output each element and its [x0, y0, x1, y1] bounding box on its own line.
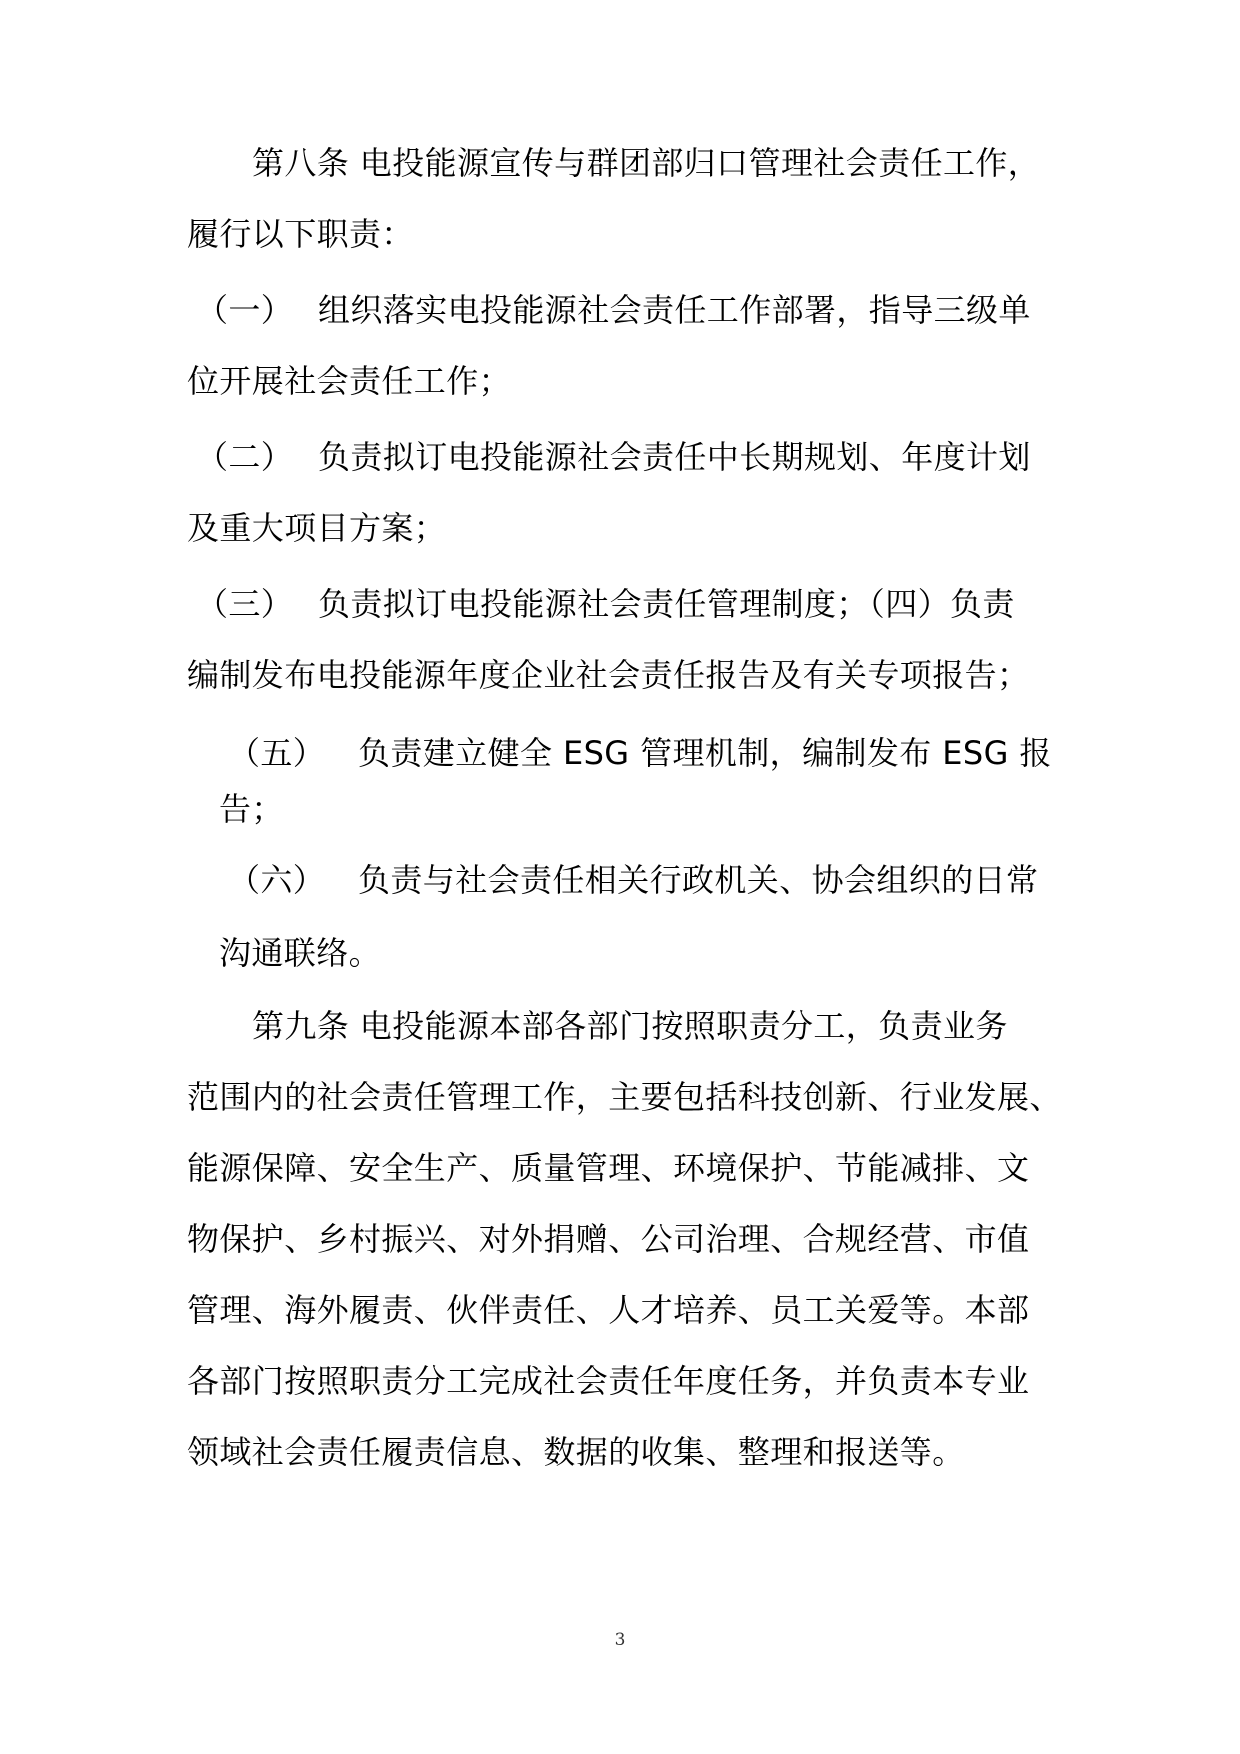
item-3-text: 负责拟订电投能源社会责任管理制度；（四）负责 [318, 585, 1015, 623]
item-6-text: 负责与社会责任相关行政机关、协会组织的日常 [358, 861, 1039, 899]
item-6-marker: （六） [228, 861, 326, 899]
article-9-line-2: 范围内的社会责任管理工作，主要包括科技创新、行业发展、 [187, 1078, 1062, 1116]
item-2-line [196, 437, 293, 477]
item-6-line-2: 沟通联络。 [219, 934, 382, 972]
article-8-heading-line: 第八条 电投能源宣传与群团部归口管理社会责任工作， [252, 144, 1041, 182]
item-1-text: 组织落实电投能源社会责任工作部署，指导三级单 [318, 291, 1031, 329]
item-1-line-2: 位开展社会责任工作； [187, 362, 512, 400]
item-5-line [228, 733, 325, 773]
item-6-line [228, 860, 325, 900]
item-2-marker: （二） [196, 438, 294, 476]
item-4-line-2: 编制发布电投能源年度企业社会责任报告及有关专项报告； [187, 656, 1030, 694]
article-9-line-7: 领域社会责任履责信息、数据的收集、整理和报送等。 [187, 1433, 965, 1471]
item-2-text: 负责拟订电投能源社会责任中长期规划、年度计划 [318, 438, 1031, 476]
item-5-line-2: 告； [219, 790, 284, 828]
article-8-line-2: 履行以下职责： [187, 215, 414, 253]
item-3-line [196, 584, 293, 624]
article-9-line-3: 能源保障、安全生产、质量管理、环境保护、节能减排、文 [187, 1149, 1030, 1187]
article-9-line-6: 各部门按照职责分工完成社会责任年度任务，并负责本专业 [187, 1362, 1030, 1400]
item-1-line [196, 290, 293, 330]
item-2-line-2: 及重大项目方案； [187, 509, 447, 547]
article-9-line-4: 物保护、乡村振兴、对外捐赠、公司治理、合规经营、市值 [187, 1220, 1030, 1258]
page-number: 3 [614, 1630, 626, 1650]
article-9-heading-line: 第九条 电投能源本部各部门按照职责分工，负责业务 [252, 1007, 1008, 1045]
item-3-marker: （三） [196, 585, 294, 623]
item-5-text: 负责建立健全 ESG 管理机制，编制发布 ESG 报 [358, 734, 1052, 772]
item-1-marker: （一） [196, 291, 294, 329]
item-5-marker: （五） [228, 734, 326, 772]
article-9-line-5: 管理、海外履责、伙伴责任、人才培养、员工关爱等。本部 [187, 1291, 1030, 1329]
